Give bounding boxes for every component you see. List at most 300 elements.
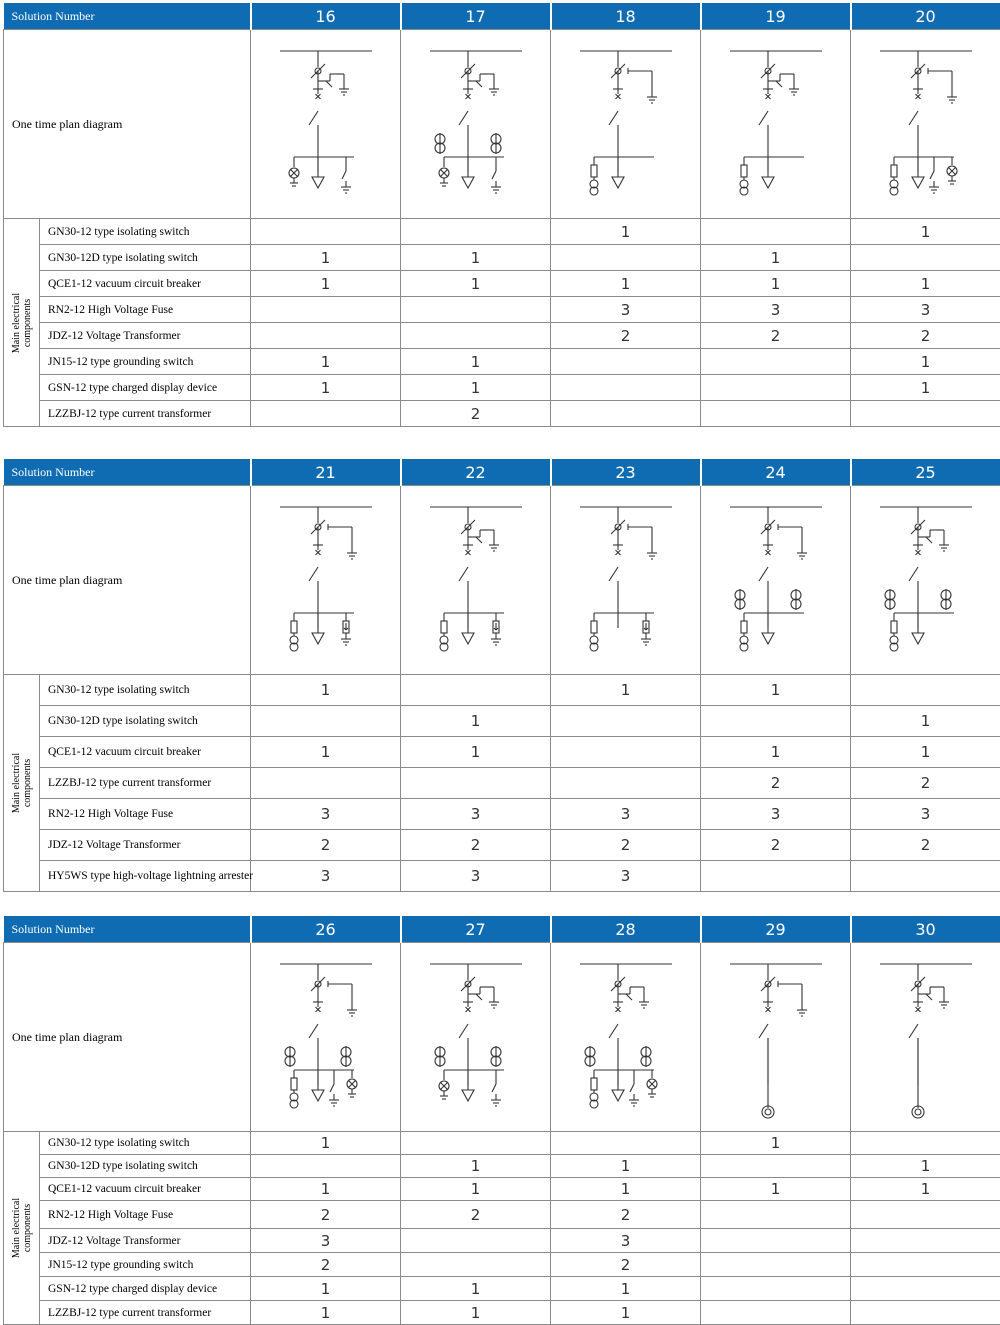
solution-number: 20	[851, 3, 1000, 30]
component-name: JDZ-12 Voltage Transformer	[40, 1229, 251, 1253]
component-quantity: 1	[701, 675, 851, 706]
voltage-transformer-icon	[590, 165, 598, 195]
wire	[326, 81, 332, 87]
component-quantity: 3	[251, 1229, 401, 1253]
component-row	[4, 401, 1000, 427]
component-quantity: 1	[251, 1277, 401, 1301]
component-quantity	[401, 323, 551, 349]
component-quantity: 3	[401, 799, 551, 830]
component-row	[4, 1253, 1000, 1277]
component-quantity: 2	[701, 323, 851, 349]
voltage-transformer-icon	[740, 621, 748, 651]
component-quantity: 1	[401, 737, 551, 768]
component-quantity	[701, 401, 851, 427]
component-quantity	[251, 297, 401, 323]
diagram-cell	[401, 486, 551, 675]
current-transformer-icon	[341, 1046, 351, 1067]
ground-icon	[641, 633, 651, 645]
component-quantity	[701, 219, 851, 245]
component-quantity: 1	[401, 375, 551, 401]
solution-table-3	[3, 916, 998, 1325]
load-arrow-icon	[462, 633, 474, 644]
voltage-transformer-icon	[440, 621, 448, 651]
voltage-transformer-icon	[590, 1078, 598, 1108]
component-quantity	[551, 706, 701, 737]
solution-number: 25	[851, 459, 1000, 486]
main-components-text: Main electrical components	[11, 268, 33, 378]
one-line-diagram	[266, 950, 386, 1125]
component-quantity	[551, 375, 701, 401]
component-quantity: 1	[251, 349, 401, 375]
ground-icon	[947, 91, 957, 103]
load-arrow-icon	[462, 177, 474, 188]
component-name: QCE1-12 vacuum circuit breaker	[40, 1178, 251, 1201]
solution-number: 28	[551, 916, 701, 943]
component-row	[4, 297, 1000, 323]
component-quantity	[551, 245, 701, 271]
component-quantity: 2	[401, 401, 551, 427]
current-transformer-icon	[435, 133, 445, 154]
diagram-row	[4, 943, 1000, 1132]
component-row	[4, 219, 1000, 245]
ground-icon	[341, 633, 351, 645]
ground-icon	[939, 996, 949, 1008]
component-row	[4, 706, 1000, 737]
component-quantity: 3	[551, 861, 701, 892]
solution-number: 19	[701, 3, 851, 30]
component-quantity: 2	[401, 830, 551, 861]
component-quantity	[851, 1253, 1000, 1277]
component-quantity	[701, 1277, 851, 1301]
current-transformer-icon	[641, 1046, 651, 1067]
wire	[476, 81, 482, 87]
component-quantity	[701, 1155, 851, 1178]
ground-icon	[491, 633, 501, 645]
component-quantity	[401, 768, 551, 799]
current-transformer-icon	[285, 1046, 295, 1067]
circuit-breaker-blade	[759, 1024, 768, 1038]
lightning-arrester-icon	[491, 621, 501, 645]
diagram-cell	[851, 30, 1000, 219]
cable-head-icon	[765, 1109, 771, 1115]
component-quantity	[851, 1229, 1000, 1253]
solution-number: 18	[551, 3, 701, 30]
component-row	[4, 768, 1000, 799]
component-row	[4, 799, 1000, 830]
grounding-switch-icon	[929, 165, 939, 193]
component-quantity: 1	[251, 1301, 401, 1325]
component-row	[4, 349, 1000, 375]
ground-icon	[797, 1004, 807, 1016]
one-line-diagram	[716, 950, 836, 1125]
diagram-cell	[701, 943, 851, 1132]
wire	[492, 1084, 496, 1092]
current-transformer-icon	[735, 589, 745, 610]
component-quantity: 1	[851, 375, 1000, 401]
component-quantity	[851, 401, 1000, 427]
component-quantity	[401, 1229, 551, 1253]
load-arrow-icon	[912, 633, 924, 644]
current-transformer-icon	[491, 133, 501, 154]
display-lamp-icon	[439, 1081, 449, 1099]
component-quantity: 1	[401, 1178, 551, 1201]
solution-number-label: Solution Number	[4, 916, 251, 943]
wire	[630, 1084, 634, 1092]
current-transformer-icon	[791, 589, 801, 610]
component-quantity	[701, 861, 851, 892]
diagram-cell	[851, 943, 1000, 1132]
component-quantity: 1	[251, 375, 401, 401]
one-line-diagram	[566, 950, 686, 1125]
current-transformer-icon	[585, 1046, 595, 1067]
circuit-breaker-blade	[759, 111, 768, 125]
diagram-label: One time plan diagram	[4, 486, 251, 675]
grounding-switch-icon	[329, 1078, 339, 1106]
solution-number: 26	[251, 916, 401, 943]
wire	[476, 994, 482, 1000]
component-quantity	[551, 768, 701, 799]
grounding-switch-icon	[491, 1078, 501, 1106]
circuit-breaker-blade	[609, 567, 618, 581]
component-quantity: 2	[551, 830, 701, 861]
component-quantity: 2	[251, 1253, 401, 1277]
solution-table-2	[3, 459, 998, 892]
component-row	[4, 1277, 1000, 1301]
diagram-cell	[401, 30, 551, 219]
component-quantity: 1	[251, 1178, 401, 1201]
voltage-transformer-icon	[740, 165, 748, 195]
current-transformer-icon	[435, 1046, 445, 1067]
component-name: HY5WS type high-voltage lightning arrester	[40, 861, 251, 892]
one-line-diagram	[266, 493, 386, 668]
diagram-row	[4, 30, 1000, 219]
component-quantity	[851, 1301, 1000, 1325]
component-quantity: 1	[701, 1178, 851, 1201]
component-name: JDZ-12 Voltage Transformer	[40, 830, 251, 861]
component-quantity: 1	[701, 1132, 851, 1155]
wire	[776, 81, 782, 87]
diagram-cell	[701, 486, 851, 675]
ground-icon	[329, 1094, 339, 1106]
component-quantity: 1	[701, 737, 851, 768]
current-transformer-icon	[941, 589, 951, 610]
component-quantity: 1	[701, 271, 851, 297]
component-name: JDZ-12 Voltage Transformer	[40, 323, 251, 349]
lightning-arrester-icon	[341, 621, 351, 645]
component-quantity: 1	[401, 245, 551, 271]
component-quantity	[701, 375, 851, 401]
ground-icon	[939, 539, 949, 551]
component-quantity: 2	[851, 768, 1000, 799]
ground-icon	[339, 83, 349, 95]
component-quantity: 3	[251, 861, 401, 892]
solution-number: 17	[401, 3, 551, 30]
component-quantity: 2	[251, 1201, 401, 1229]
current-transformer-icon	[885, 589, 895, 610]
component-name: GN30-12D type isolating switch	[40, 245, 251, 271]
ground-icon	[647, 547, 657, 559]
wire	[626, 994, 632, 1000]
wire	[926, 994, 932, 1000]
component-quantity: 1	[251, 675, 401, 706]
component-name: RN2-12 High Voltage Fuse	[40, 1201, 251, 1229]
component-name: LZZBJ-12 type current transformer	[40, 401, 251, 427]
component-quantity: 2	[851, 830, 1000, 861]
component-row	[4, 271, 1000, 297]
load-arrow-icon	[312, 1090, 324, 1101]
component-name: GN30-12 type isolating switch	[40, 1132, 251, 1155]
diagram-label: One time plan diagram	[4, 943, 251, 1132]
component-quantity: 2	[401, 1201, 551, 1229]
voltage-transformer-icon	[890, 621, 898, 651]
solution-header-row	[4, 3, 1000, 30]
load-arrow-icon	[312, 633, 324, 644]
component-quantity: 1	[851, 219, 1000, 245]
component-quantity: 1	[851, 1155, 1000, 1178]
component-quantity: 1	[851, 349, 1000, 375]
component-name: GSN-12 type charged display device	[40, 375, 251, 401]
diagram-cell	[251, 943, 401, 1132]
component-quantity: 1	[851, 271, 1000, 297]
component-quantity	[401, 1132, 551, 1155]
diagram-cell	[401, 943, 551, 1132]
component-row	[4, 830, 1000, 861]
circuit-breaker-blade	[759, 567, 768, 581]
one-line-diagram	[416, 493, 536, 668]
circuit-breaker-blade	[309, 567, 318, 581]
main-components-text: Main electrical components	[11, 1173, 33, 1283]
diagram-cell	[251, 30, 401, 219]
component-quantity	[251, 219, 401, 245]
solution-number-label: Solution Number	[4, 459, 251, 486]
component-quantity: 1	[401, 1301, 551, 1325]
component-quantity: 1	[551, 1178, 701, 1201]
component-quantity	[551, 349, 701, 375]
component-quantity: 3	[701, 297, 851, 323]
wire	[330, 1084, 334, 1092]
wire	[926, 537, 932, 543]
grounding-switch-icon	[491, 165, 501, 193]
load-arrow-icon	[312, 177, 324, 188]
ground-icon	[929, 181, 939, 193]
component-row	[4, 1201, 1000, 1229]
component-name: GN30-12D type isolating switch	[40, 706, 251, 737]
diagram-cell	[251, 486, 401, 675]
load-arrow-icon	[762, 177, 774, 188]
component-quantity	[551, 401, 701, 427]
ground-icon	[489, 83, 499, 95]
ground-icon	[489, 996, 499, 1008]
one-line-diagram	[716, 493, 836, 668]
component-row	[4, 375, 1000, 401]
lightning-arrester-icon	[641, 621, 651, 645]
solution-number: 16	[251, 3, 401, 30]
component-quantity: 1	[551, 271, 701, 297]
component-quantity	[251, 706, 401, 737]
circuit-breaker-blade	[459, 111, 468, 125]
component-row	[4, 1155, 1000, 1178]
one-line-diagram	[866, 493, 986, 668]
component-name: JN15-12 type grounding switch	[40, 349, 251, 375]
component-quantity	[251, 1155, 401, 1178]
component-quantity: 3	[551, 1229, 701, 1253]
load-arrow-icon	[462, 1090, 474, 1101]
wire	[476, 537, 482, 543]
circuit-breaker-blade	[609, 111, 618, 125]
component-quantity: 1	[401, 706, 551, 737]
circuit-breaker-blade	[309, 111, 318, 125]
component-quantity: 3	[851, 799, 1000, 830]
circuit-breaker-blade	[459, 567, 468, 581]
component-row	[4, 1178, 1000, 1201]
component-quantity: 2	[551, 1201, 701, 1229]
component-quantity	[851, 1277, 1000, 1301]
component-quantity: 1	[251, 1132, 401, 1155]
component-quantity	[851, 1132, 1000, 1155]
component-quantity: 3	[401, 861, 551, 892]
one-line-diagram	[416, 37, 536, 212]
diagram-cell	[701, 30, 851, 219]
component-name: QCE1-12 vacuum circuit breaker	[40, 271, 251, 297]
component-quantity: 1	[551, 1277, 701, 1301]
main-components-label	[4, 219, 40, 427]
solution-header-row	[4, 459, 1000, 486]
wire	[342, 171, 346, 179]
solution-number: 30	[851, 916, 1000, 943]
one-line-diagram	[566, 37, 686, 212]
ground-icon	[347, 1004, 357, 1016]
component-quantity: 3	[551, 297, 701, 323]
one-line-diagram	[866, 37, 986, 212]
component-quantity	[251, 768, 401, 799]
component-quantity	[701, 1253, 851, 1277]
component-quantity: 1	[401, 349, 551, 375]
solution-number: 29	[701, 916, 851, 943]
voltage-transformer-icon	[890, 165, 898, 195]
component-quantity: 1	[551, 675, 701, 706]
main-components-label	[4, 675, 40, 892]
one-line-diagram	[266, 37, 386, 212]
component-quantity: 2	[851, 323, 1000, 349]
component-quantity	[551, 737, 701, 768]
load-arrow-icon	[612, 1090, 624, 1101]
solution-number: 24	[701, 459, 851, 486]
component-name: GSN-12 type charged display device	[40, 1277, 251, 1301]
solution-number: 22	[401, 459, 551, 486]
component-quantity: 3	[701, 799, 851, 830]
load-arrow-icon	[612, 177, 624, 188]
voltage-transformer-icon	[290, 621, 298, 651]
component-quantity: 1	[551, 219, 701, 245]
circuit-breaker-blade	[909, 111, 918, 125]
solution-number: 21	[251, 459, 401, 486]
ground-icon	[797, 547, 807, 559]
component-quantity	[701, 706, 851, 737]
component-quantity: 1	[551, 1301, 701, 1325]
component-row	[4, 323, 1000, 349]
component-row	[4, 675, 1000, 706]
component-quantity: 1	[251, 271, 401, 297]
component-name: RN2-12 High Voltage Fuse	[40, 799, 251, 830]
ground-icon	[489, 539, 499, 551]
component-name: GN30-12D type isolating switch	[40, 1155, 251, 1178]
component-quantity: 1	[251, 737, 401, 768]
main-components-text: Main electrical components	[11, 728, 33, 838]
grounding-switch-icon	[629, 1078, 639, 1106]
diagram-cell	[851, 486, 1000, 675]
current-transformer-icon	[491, 1046, 501, 1067]
ground-icon	[491, 181, 501, 193]
ground-icon	[341, 181, 351, 193]
component-quantity: 1	[851, 1178, 1000, 1201]
component-quantity	[851, 245, 1000, 271]
component-quantity: 1	[401, 1155, 551, 1178]
component-quantity: 1	[851, 737, 1000, 768]
circuit-breaker-blade	[459, 1024, 468, 1038]
solution-number-label: Solution Number	[4, 3, 251, 30]
component-quantity: 1	[851, 706, 1000, 737]
component-name: GN30-12 type isolating switch	[40, 675, 251, 706]
wire	[492, 171, 496, 179]
ground-icon	[647, 91, 657, 103]
circuit-breaker-blade	[309, 1024, 318, 1038]
load-arrow-icon	[912, 177, 924, 188]
component-row	[4, 1229, 1000, 1253]
component-quantity	[401, 297, 551, 323]
component-quantity	[701, 349, 851, 375]
component-quantity: 2	[551, 1253, 701, 1277]
component-quantity	[401, 219, 551, 245]
component-name: LZZBJ-12 type current transformer	[40, 768, 251, 799]
diagram-cell	[551, 30, 701, 219]
component-quantity: 2	[701, 768, 851, 799]
component-quantity	[851, 1201, 1000, 1229]
component-quantity: 2	[551, 323, 701, 349]
component-quantity: 2	[701, 830, 851, 861]
component-quantity: 2	[251, 830, 401, 861]
one-line-diagram	[416, 950, 536, 1125]
component-row	[4, 1301, 1000, 1325]
component-quantity: 3	[551, 799, 701, 830]
component-quantity	[401, 675, 551, 706]
ground-icon	[789, 83, 799, 95]
voltage-transformer-icon	[590, 621, 598, 651]
one-line-diagram	[866, 950, 986, 1125]
ground-icon	[639, 996, 649, 1008]
diagram-label: One time plan diagram	[4, 30, 251, 219]
component-quantity	[701, 1201, 851, 1229]
component-row	[4, 861, 1000, 892]
solution-header-row	[4, 916, 1000, 943]
load-arrow-icon	[762, 633, 774, 644]
ground-icon	[491, 1094, 501, 1106]
component-quantity	[701, 1301, 851, 1325]
component-quantity	[851, 861, 1000, 892]
component-quantity	[251, 401, 401, 427]
component-quantity: 1	[551, 1155, 701, 1178]
component-name: RN2-12 High Voltage Fuse	[40, 297, 251, 323]
display-lamp-icon	[289, 168, 299, 186]
component-quantity: 1	[251, 245, 401, 271]
diagram-row	[4, 486, 1000, 675]
component-row	[4, 737, 1000, 768]
main-components-label	[4, 1132, 40, 1325]
component-quantity	[251, 323, 401, 349]
display-lamp-icon	[947, 166, 957, 184]
cable-head-icon	[915, 1109, 921, 1115]
component-quantity	[851, 675, 1000, 706]
component-name: GN30-12 type isolating switch	[40, 219, 251, 245]
